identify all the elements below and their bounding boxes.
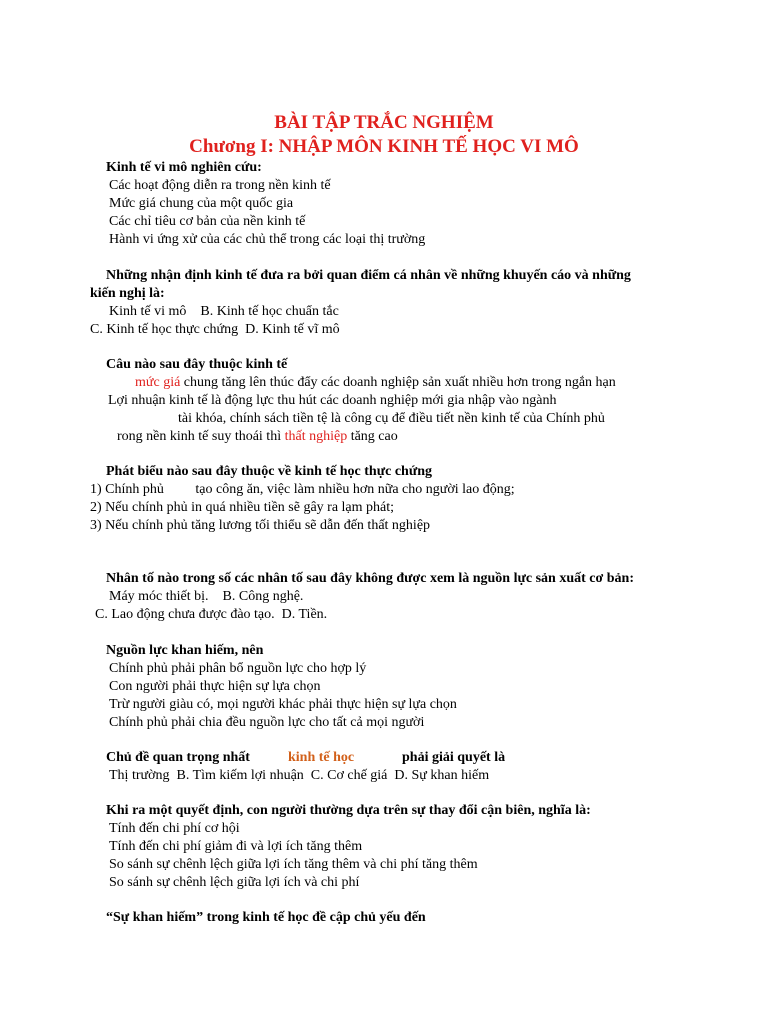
q1-option-d: Hành vi ứng xử của các chủ thể trong các loại thị trường: [109, 232, 426, 247]
q6-option-d: Chính phủ phải chia đều nguồn lực cho tất cả mọi người: [109, 715, 425, 730]
highlight-text: mức giá: [135, 375, 181, 390]
q1-option-c: Các chỉ tiêu cơ bản của nền kinh tế: [109, 214, 306, 229]
question-9: “Sự khan hiếm” trong kinh tế học đề cập chủ yếu đến: [106, 910, 426, 925]
chapter-title: Chương I: NHẬP MÔN KINH TẾ HỌC VI MÔ: [189, 136, 579, 157]
q6-option-c: Trừ người giàu có, mọi người khác phải thực hiện sự lựa chọn: [109, 697, 457, 712]
q3-option-d-text-pre: rong nền kinh tế suy thoái thì: [117, 429, 285, 444]
q3-option-c: tài khóa, chính sách tiền tệ là công cụ để điều tiết nền kinh tế của Chính phủ: [178, 411, 605, 426]
question-5: Nhân tố nào trong số các nhân tố sau đây không được xem là nguồn lực sản xuất cơ bản:: [106, 571, 634, 586]
question-4: Phát biểu nào sau đây thuộc về kinh tế học thực chứng: [106, 464, 433, 479]
q3-option-d: [117, 428, 398, 446]
question-7-post: phải giải quyết là: [402, 750, 506, 765]
q1-option-a: Các hoạt động diễn ra trong nền kinh tế: [109, 178, 331, 193]
question-8: Khi ra một quyết định, con người thường dựa trên sự thay đổi cận biên, nghĩa là:: [106, 803, 591, 818]
q1-option-b: Mức giá chung của một quốc gia: [109, 196, 294, 211]
q3-option-d-text-post: tăng cao: [347, 429, 398, 444]
question-7-pre: Chủ đề quan trọng nhất: [106, 750, 250, 765]
q5-options-cd: C. Lao động chưa được đào tạo. D. Tiền.: [95, 607, 328, 622]
question-3: Câu nào sau đây thuộc kinh tế: [106, 357, 288, 372]
q3-option-a: [135, 374, 616, 392]
q8-option-d: So sánh sự chênh lệch giữa lợi ích và chi phí: [109, 875, 360, 890]
q8-option-a: Tính đến chi phí cơ hội: [109, 821, 240, 836]
q6-option-a: Chính phủ phải phân bổ nguồn lực cho hợp lý: [109, 661, 367, 676]
q2-options-ab: Kinh tế vi mô B. Kinh tế học chuẩn tắc: [109, 304, 339, 319]
q5-options-ab: Máy móc thiết bị. B. Công nghệ.: [109, 589, 304, 604]
question-2-line-1: Những nhận định kinh tế đưa ra bởi quan điểm cá nhân về những khuyến cáo và những: [106, 268, 631, 283]
q4-item-1: 1) Chính phủ tạo công ăn, việc làm nhiều hơn nữa cho người lao động;: [90, 482, 515, 497]
q3-option-b: Lợi nhuận kinh tế là động lực thu hút các doanh nghiệp mới gia nhập vào ngành: [108, 393, 557, 408]
question-1: Kinh tế vi mô nghiên cứu:: [106, 160, 262, 175]
question-6: Nguồn lực khan hiếm, nên: [106, 643, 264, 658]
q8-option-c: So sánh sự chênh lệch giữa lợi ích tăng thêm và chi phí tăng thêm: [109, 857, 478, 872]
q7-options: Thị trường B. Tìm kiếm lợi nhuận C. Cơ chế giá D. Sự khan hiếm: [109, 768, 490, 783]
q2-options-cd: C. Kinh tế học thực chứng D. Kinh tế vĩ mô: [90, 322, 340, 337]
document-title: BÀI TẬP TRẮC NGHIỆM: [274, 112, 494, 133]
highlight-text: thất nghiệp: [284, 429, 348, 444]
q6-option-b: Con người phải thực hiện sự lựa chọn: [109, 679, 321, 694]
q4-item-2: 2) Nếu chính phủ in quá nhiều tiền sẽ gây ra lạm phát;: [90, 500, 395, 515]
q3-option-a-text: chung tăng lên thúc đẩy các doanh nghiệp sản xuất nhiều hơn trong ngắn hạn: [180, 375, 616, 390]
question-7-highlight: kinh tế học: [288, 750, 355, 765]
q8-option-b: Tính đến chi phí giảm đi và lợi ích tăng thêm: [109, 839, 363, 854]
q4-item-3: 3) Nếu chính phủ tăng lương tối thiểu sẽ dẫn đến thất nghiệp: [90, 518, 431, 533]
question-2-line-2: kiến nghị là:: [90, 286, 165, 301]
